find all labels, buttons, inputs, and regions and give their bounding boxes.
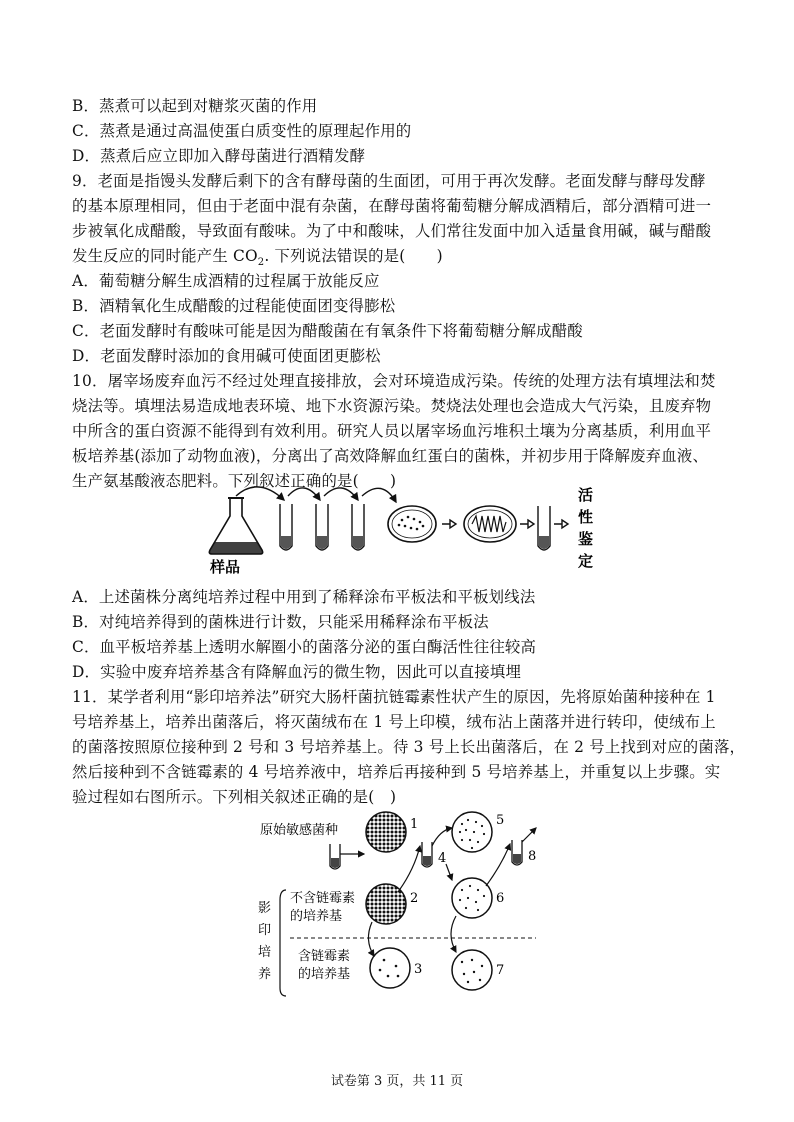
- test-tube-icon: [422, 842, 432, 867]
- q8-option-d: D．蒸煮后应立即加入酵母菌进行酒精发酵: [72, 147, 366, 165]
- no-strep-label-2: 的培养基: [290, 909, 343, 924]
- no-strep-label-1: 不含链霉素: [290, 891, 356, 906]
- q10-end-label-2: 性: [578, 508, 594, 526]
- q11-stem-line-3: 的菌落按照原位接种到 2 号和 3 号培养基上。待 3 号上长出菌落后，在 2 号上找到对应的菌落，: [72, 738, 746, 756]
- plate-7-label: 7: [496, 963, 505, 978]
- q9-stem-line-2: 的基本原理相同，但由于老面中混有杂菌，在酵母菌将葡萄糖分解成酒精后，部分酒精可进一: [72, 197, 712, 215]
- q9-option-b: B．酒精氧化生成醋酸的过程能使面团变得膨松: [72, 297, 396, 315]
- plate-3: [370, 948, 410, 988]
- tube-8-label: 8: [528, 849, 537, 864]
- q11-stem-line-5: 验过程如右图所示。下列相关叙述正确的是( ): [72, 788, 397, 806]
- replica-label-3: 培: [258, 945, 272, 960]
- q9-stem-line-4: 发生反应的同时能产生 $CO_2$. 下列说法错误的是( ): [72, 247, 443, 269]
- with-strep-label-2: 的培养基: [298, 967, 351, 982]
- replica-label-2: 印: [258, 923, 272, 938]
- with-strep-label-1: 含链霉素: [298, 949, 351, 964]
- q9-option-a: A．葡萄糖分解生成酒精的过程属于放能反应: [72, 272, 380, 290]
- plate-3-label: 3: [414, 962, 423, 977]
- test-tube-icon: [330, 844, 340, 869]
- replica-label-4: 养: [258, 967, 272, 982]
- test-tube-icon: [538, 506, 550, 550]
- plate-6-label: 6: [496, 891, 505, 906]
- q10-stem-line-3: 中所含的蛋白资源不能得到有效利用。研究人员以屠宰场血污堆积土壤为分离基质，利用血平: [72, 422, 712, 440]
- plate-5: [452, 812, 492, 852]
- plate-1: [366, 812, 406, 852]
- q8-option-c: C．蒸煮是通过高温使蛋白质变性的原理起作用的: [72, 122, 412, 140]
- q9-stem-line-1: 9．老面是指馒头发酵后剩下的含有酵母菌的生面团，可用于再次发酵。老面发酵与酵母发酵: [72, 172, 706, 190]
- q10-figure: [200, 484, 600, 578]
- test-tube-icon: [352, 504, 364, 550]
- q10-stem-line-5: 生产氨基酸液态肥料。下列叙述正确的是( ): [72, 472, 397, 490]
- flask-icon: [209, 498, 262, 554]
- q10-option-b: B．对纯培养得到的菌株进行计数，只能采用稀释涂布平板法: [72, 613, 489, 631]
- q10-end-label-1: 活: [578, 486, 594, 504]
- q9-stem-line-3: 步被氧化成醋酸，导致面有酸味。为了中和酸味，人们常往发面中加入适量食用碱，碱与醋酸: [72, 222, 712, 240]
- q10-stem-line-4: 板培养基(添加了动物血液)，分离出了高效降解血红蛋白的菌株，并初步用于降解废弃血液、: [72, 447, 709, 465]
- q11-stem-line-4: 然后接种到不含链霉素的 4 号培养液中，培养后再接种到 5 号培养基上，并重复以上步骤。实: [72, 763, 721, 781]
- q9-option-d: D．老面发酵时添加的食用碱可使面团更膨松: [72, 347, 381, 365]
- test-tube-icon: [280, 504, 292, 550]
- replica-label-1: 影: [258, 901, 272, 916]
- q11-figure: [246, 810, 562, 1006]
- q10-option-d: D．实验中废弃培养基含有降解血污的微生物，因此可以直接填埋: [72, 663, 522, 681]
- test-tube-icon: [512, 840, 522, 865]
- q11-origin-label: 原始敏感菌种: [260, 823, 339, 838]
- tube-4-label: 4: [438, 851, 447, 866]
- q10-option-c: C．血平板培养基上透明水解圈小的菌落分泌的蛋白酶活性往往较高: [72, 638, 537, 656]
- q11-stem-line-1: 11．某学者利用“影印培养法”研究大肠杆菌抗链霉素性状产生的原因，先将原始菌种接种在 1: [72, 688, 716, 706]
- plate-2-label: 2: [410, 891, 419, 906]
- q10-end-label-4: 定: [578, 552, 594, 570]
- q10-stem-line-2: 烧法等。填埋法易造成地表环境、地下水资源污染。焚烧法处理也会造成大气污染，且废弃物: [72, 397, 712, 415]
- plate-7: [452, 950, 492, 990]
- petri-dish-icon: [388, 506, 436, 542]
- plate-5-label: 5: [496, 813, 505, 828]
- q10-stem-line-1: 10．屠宰场废弃血污不经过处理直接排放，会对环境造成污染。传统的处理方法有填埋法和焚: [72, 372, 716, 390]
- q10-option-a: A．上述菌株分离纯培养过程中用到了稀释涂布平板法和平板划线法: [72, 588, 536, 606]
- q8-option-b: B．蒸煮可以起到对糖浆灭菌的作用: [72, 97, 318, 115]
- q10-sample-label: 样品: [210, 558, 241, 576]
- plate-1-label: 1: [410, 817, 419, 832]
- page-footer: 试卷第 3 页，共 11 页: [330, 1074, 464, 1089]
- q9-option-c: C．老面发酵时有酸味可能是因为醋酸菌在有氧条件下将葡萄糖分解成醋酸: [72, 322, 583, 340]
- test-tube-icon: [316, 504, 328, 550]
- q11-stem-line-2: 号培养基上，培养出菌落后，将灭菌绒布在 1 号上印模，绒布沾上菌落并进行转印，使绒布上: [72, 713, 716, 731]
- plate-6: [452, 878, 492, 918]
- petri-dish-streak-icon: [464, 506, 516, 542]
- q10-end-label-3: 鉴: [578, 530, 594, 548]
